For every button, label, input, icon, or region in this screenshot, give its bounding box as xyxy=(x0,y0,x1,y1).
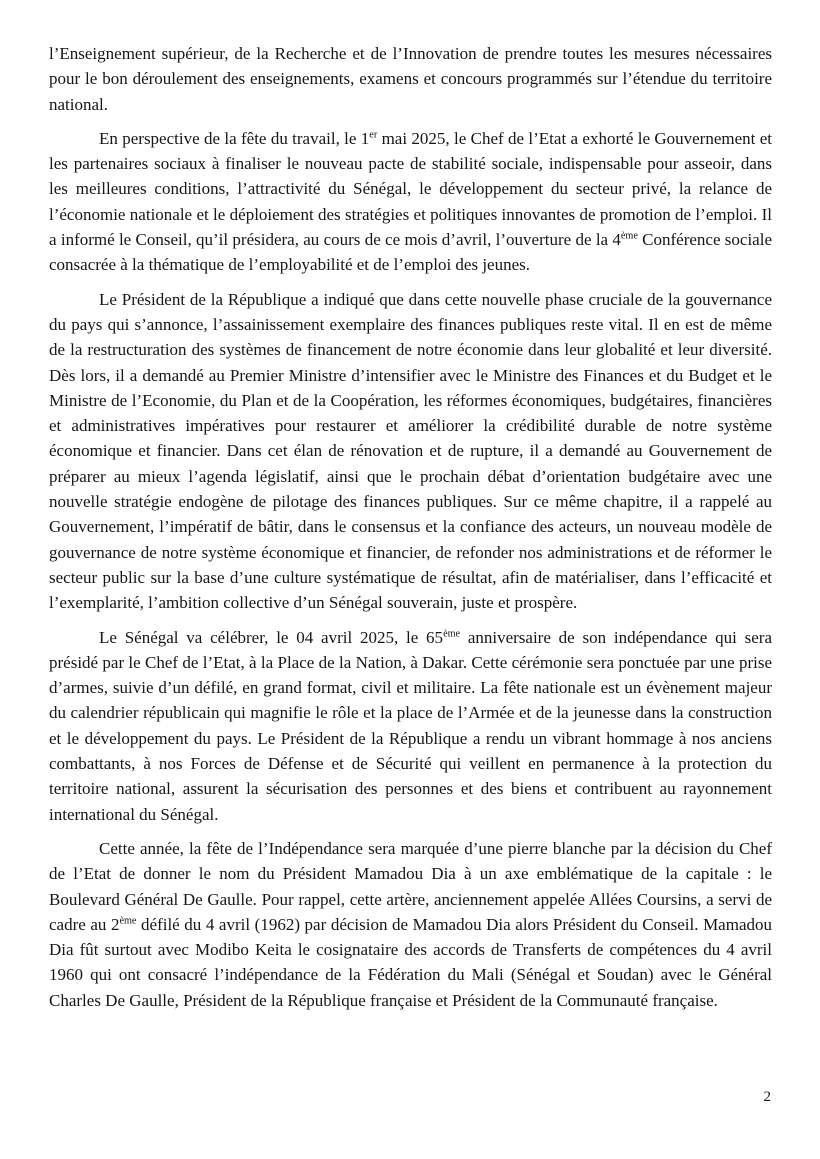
paragraph xyxy=(49,41,772,117)
ordinal-superscript: ème xyxy=(119,915,137,927)
paragraph-text: Le Président de la République a indiqué que dans cette nouvelle phase cruciale de la gouvernance du pays qui s’annonce, l’assainissement exemplaire des finances publiques reste vital. Il en est de même de la restructuration des systèmes de financement de notre économie dans leur globalité et leur diversité. Dès lors, il a demandé au Premier Ministre d’intensifier avec le Ministre des Finances et du Budget et le Ministre de l’Economie, du Plan et de la Coopération, les réformes économiques, budgétaires, financières et administratives impératives pour restaurer et améliorer la crédibilité durable de notre système économique et financier. Dans cet élan de rénovation et de rupture, il a demandé au Gouvernement de préparer au mieux l’agenda législatif, ainsi que le prochain débat d’orientation budgétaire avec une nouvelle stratégie endogène de pilotage des finances publiques. Sur ce même chapitre, il a rappelé au Gouvernement, l’impératif de bâtir, dans le consensus et la confiance des acteurs, un nouveau modèle de gouvernance de notre système économique et financier, de refonder nos administrations et de réformer le secteur public sur la base d’une culture systématique de résultat, afin de matérialiser, dans l’efficacité et l’exemplarité, l’ambition collective d’un Sénégal souverain, juste et prospère. xyxy=(49,289,772,613)
ordinal-superscript: ème xyxy=(443,627,461,639)
page-number: 2 xyxy=(763,1089,771,1105)
paragraph-text: l’Enseignement supérieur, de la Recherche et de l’Innovation de prendre toutes les mesures nécessaires pour le bon déroulement des enseignements, examens et concours programmés sur l’étendue du territoire national. xyxy=(49,44,772,114)
paragraph xyxy=(49,126,772,278)
paragraph-text: Le Sénégal va célébrer, le 04 avril 2025, le 65 xyxy=(99,627,444,647)
document-body xyxy=(49,41,772,1022)
paragraph xyxy=(49,625,772,827)
paragraph-text: Conférence sociale consacrée à la thématique de l’employabilité et de l’emploi des jeunes. xyxy=(49,230,772,275)
paragraph-text: défilé du 4 avril (1962) par décision de Mamadou Dia alors Président du Conseil. Mamadou Dia fût surtout avec Modibo Keita le cosignataire des accords de Transferts de compétences du 4 avril 1960 qui ont consacré l’indépendance de la Fédération du Mali (Sénégal et Soudan) avec le Général Charles De Gaulle, Président de la République française et Président de la Communauté française. xyxy=(49,914,772,1010)
ordinal-superscript: ème xyxy=(620,230,638,242)
paragraph-text: Cette année, la fête de l’Indépendance sera marquée d’une pierre blanche par la décision du Chef de l’Etat de donner le nom du Président Mamadou Dia à un axe emblématique de la capitale : le Boulevard Général De Gaulle. Pour rappel, cette artère, anciennement appelée Allées Coursins, a servi de cadre au 2 xyxy=(49,838,772,934)
ordinal-superscript: er xyxy=(369,129,378,141)
paragraph xyxy=(49,836,772,1013)
paragraph xyxy=(49,287,772,616)
paragraph-text: En perspective de la fête du travail, le 1 xyxy=(99,128,370,148)
paragraph-text: mai 2025, le Chef de l’Etat a exhorté le Gouvernement et les partenaires sociaux à finaliser le nouveau pacte de stabilité sociale, indispensable pour asseoir, dans les meilleures conditions, l’attractivité du Sénégal, le développement du secteur privé, la relance de l’économie nationale et le déploiement des stratégies et politiques innovantes de promotion de l’emploi. Il a informé le Conseil, qu’il présidera, au cours de ce mois d’avril, l’ouverture de la 4 xyxy=(49,128,772,250)
paragraph-text: anniversaire de son indépendance qui sera présidé par le Chef de l’Etat, à la Place de la Nation, à Dakar. Cette cérémonie sera ponctuée par une prise d’armes, suivie d’un défilé, en grand format, civil et militaire. La fête nationale est un évènement majeur du calendrier républicain qui magnifie le rôle et la place de l’Armée et de la jeunesse dans la construction et le développement du pays. Le Président de la République a rendu un vibrant hommage à nos anciens combattants, à nos Forces de Défense et de Sécurité qui veillent en permanence à la protection du territoire national, assurent la sécurisation des personnes et des biens et contribuent au rayonnement international du Sénégal. xyxy=(49,627,772,824)
